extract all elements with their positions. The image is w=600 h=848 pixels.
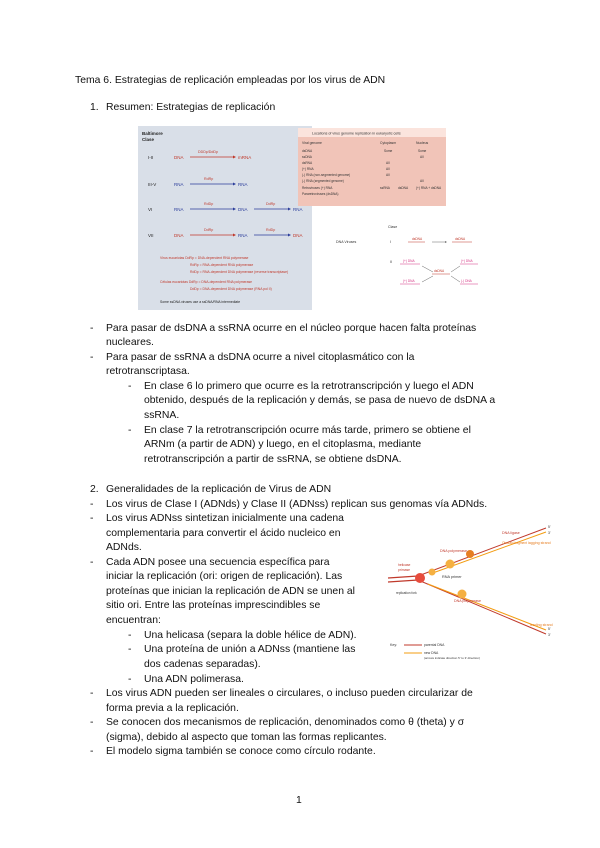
- section-1-number: 1.: [90, 102, 99, 113]
- table-row-1-b: Some: [384, 149, 393, 153]
- s1-bullet-2-line-2: retrotranscriptasa.: [106, 366, 190, 377]
- s1-bullet-1-marker: -: [90, 323, 94, 334]
- baltimore-header-1: Baltimore: [142, 131, 163, 136]
- s2-sub-1-marker: -: [128, 630, 132, 641]
- fig4-key-new-sub: (arrows indicate direction 5' to 3' direction): [424, 656, 481, 660]
- fig4-lagging: lagging strand: [528, 541, 551, 545]
- fig4-key-parental: parental DNA: [424, 643, 445, 647]
- s2-bullet-4-marker: -: [90, 688, 94, 699]
- s1-sub-2-line-3: retrotranscripción a partir de ssRNA, se obtiene dsDNA.: [144, 454, 402, 465]
- fig4-okazaki: Okazaki fragment: [502, 541, 527, 545]
- s2-bullet-5-line-2: (sigma), debido al aspecto que toman las formas replicantes.: [106, 732, 387, 743]
- table-row-3-a: dsRNA: [302, 161, 313, 165]
- s2-bullet-6-marker: -: [90, 746, 94, 757]
- document-title: Tema 6. Estrategias de replicación empleadas por los virus de ADN: [75, 75, 386, 86]
- fig4-3prime-b: 3': [548, 633, 551, 637]
- s2-bullet-4-line-2: forma previa a la replicación.: [106, 703, 239, 714]
- s2-bullet-5-marker: -: [90, 717, 94, 728]
- replication-fork-figure: [384, 522, 554, 664]
- row-from-4: DNA: [174, 233, 184, 238]
- table-col-1: Viral genome: [302, 141, 322, 145]
- node-1: dsDNA: [412, 237, 423, 241]
- s2-bullet-4-line-1: Los virus ADN pueden ser lineales o circulares, o incluso pueden circularizar de: [106, 688, 473, 699]
- table-col-2: Cytoplasm: [380, 141, 397, 145]
- table-row-7-c: dsDNA: [398, 186, 409, 190]
- s1-bullet-2-line-1: Para pasar de ssRNA a dsDNA ocurre a nivel citoplasmático con la: [106, 352, 415, 363]
- table-row-5-b: All: [386, 173, 390, 177]
- diagram-class-ii: II: [390, 260, 392, 264]
- node-5: (+) DNA: [461, 259, 473, 263]
- note-2: RdRp = RNA-dependent RNA polymerase: [190, 263, 254, 267]
- table-row-2-a: ssDNA: [302, 155, 312, 159]
- fig4-leading: leading strand: [530, 623, 553, 627]
- table-row-2-c: All: [420, 155, 424, 159]
- s2-sub-2-line-2: dos cadenas separadas).: [144, 659, 261, 670]
- note-3: RdDp = RNA-dependent DNA polymerase (reverse transcriptase): [190, 270, 289, 274]
- s2-bullet-2-line-1: Los virus ADNss sintetizan inicialmente una cadena: [106, 513, 344, 524]
- s2-sub-3-line-1: Una ADN polimerasa.: [144, 674, 244, 685]
- baltimore-diagram: [138, 126, 312, 310]
- fig4-5prime-a: 5': [548, 525, 551, 529]
- fig4-3prime-a: 3': [548, 531, 551, 535]
- fig4-primase: primase: [398, 568, 411, 572]
- row-to-4: RNA: [238, 233, 248, 238]
- table-row-7-a: Retroviruses (+) RNA: [302, 186, 333, 190]
- dna-virus-diagram-svg: [330, 222, 480, 302]
- row-to-2: RNA: [238, 182, 248, 187]
- baltimore-header-2: Clase: [142, 137, 155, 142]
- row-to2-4: DNA: [293, 233, 303, 238]
- table-row-6-a: (-) RNA (segmented genome): [302, 179, 344, 183]
- note-1: Virus eucariotas DdRp = DNA-dependent RNA polymerase: [160, 256, 249, 260]
- node-2: dsDNA: [455, 237, 466, 241]
- replication-location-table: [298, 128, 446, 206]
- node-3: (+) DNA: [403, 259, 415, 263]
- page-number: 1: [296, 795, 302, 806]
- s2-bullet-2-line-3: ADNds.: [106, 542, 142, 553]
- table-row-6-c: All: [420, 179, 424, 183]
- table-row-5-a: (-) RNA (non-segmented genome): [302, 173, 351, 177]
- s1-sub-1-line-2: obtenido, después de la replicación y demás, se pasa de nuevo de dsDNA a: [144, 395, 496, 406]
- note-4: Células eucariotas DdRp = DNA-dependent RNA polymerase: [160, 280, 253, 284]
- row-enzyme-4: DdRp: [204, 228, 214, 232]
- row-enzyme-2: RdRp: [204, 177, 214, 181]
- row-class-4: VII: [148, 233, 154, 238]
- section-1-heading: Resumen: Estrategias de replicación: [106, 102, 276, 113]
- table-row-7-b: ssRNA: [380, 186, 390, 190]
- node-7: (-) DNA: [461, 279, 472, 283]
- baltimore-figure: [138, 126, 312, 310]
- row-to-3: DNA: [238, 207, 248, 212]
- fig4-helicase: helicase: [398, 563, 411, 567]
- s2-bullet-3-marker: -: [90, 557, 94, 568]
- note-5: DdDp = DNA-dependent DNA polymerase (RNA pol II): [190, 287, 272, 291]
- s2-bullet-5-line-1: Se conocen dos mecanismos de replicación, denominados como θ (theta) y σ: [106, 717, 465, 728]
- fig4-rna-primer: RNA primer: [442, 575, 462, 579]
- s2-bullet-3-line-5: encuentran:: [106, 615, 161, 626]
- fig4-5prime-b: 5': [548, 627, 551, 631]
- fig4-dna-pol-top: DNA polymerase: [440, 549, 467, 553]
- s1-sub-1-line-3: ssRNA.: [144, 410, 180, 421]
- s2-bullet-2-marker: -: [90, 513, 94, 524]
- s2-bullet-6-line-1: El modelo sigma también se conoce como círculo rodante.: [106, 746, 376, 757]
- node-6: (+) DNA: [403, 279, 415, 283]
- section-2-number: 2.: [90, 484, 99, 495]
- fig4-key-title: Key:: [390, 643, 398, 647]
- row-class-2: III-V: [148, 182, 157, 187]
- table-title: Locations of virus genome replication in eukaryotic cells: [312, 131, 401, 136]
- table-col-3: Nucleus: [416, 141, 429, 145]
- row-from-2: RNA: [174, 182, 184, 187]
- table-row-3-b: All: [386, 161, 390, 165]
- row-from-1: DNA: [174, 155, 184, 160]
- diagram-class-i: I: [390, 240, 391, 244]
- s2-bullet-3-line-1: Cada ADN posee una secuencia específica para: [106, 557, 330, 568]
- s1-bullet-1-line-2: nucleares.: [106, 337, 154, 348]
- fig4-replication-fork: replication fork: [396, 591, 417, 595]
- table-extra: (+) RNA + dsDNA: [416, 186, 442, 190]
- row-enzyme2-3: DdRp: [266, 202, 276, 206]
- s1-sub-1-line-1: En clase 6 lo primero que ocurre es la retrotranscripción y luego el ADN: [144, 381, 474, 392]
- table-row-8-a: Pararetroviruses (dsDNA): [302, 192, 339, 196]
- s2-sub-3-marker: -: [128, 674, 132, 685]
- fig4-key-new: new DNA: [424, 651, 439, 655]
- row-class-3: VI: [148, 207, 153, 212]
- s1-sub-2-marker: -: [128, 425, 132, 436]
- row-from-3: RNA: [174, 207, 184, 212]
- s2-bullet-3-line-2: iniciar la replicación (ori: origen de replicación). Las: [106, 571, 343, 582]
- diagram-dna-viruses: DNA Viruses: [336, 240, 357, 244]
- dna-virus-class-diagram: [330, 222, 480, 302]
- row-to-1: mRNA: [238, 155, 252, 160]
- table-row-1-a: dsDNA: [302, 149, 313, 153]
- s1-sub-2-line-1: En clase 7 la retrotranscripción ocurre más tarde, primero se obtiene el: [144, 425, 471, 436]
- s2-bullet-3-line-3: proteínas que inician la replicación de ADN se unen al: [106, 586, 355, 597]
- table-row-4-a: (+) RNA: [302, 167, 314, 171]
- fig4-dna-pol-bottom: DNA polymerase: [454, 599, 481, 603]
- table-content: [298, 128, 446, 206]
- s2-bullet-2-line-2: complementaria para convertir el ácido nucleico en: [106, 528, 341, 539]
- row-class-1: I-II: [148, 155, 154, 160]
- node-4: dsDNA: [434, 269, 445, 273]
- note-6: Some ssDNA viruses use a ssDNA/RNA intermediate: [160, 300, 241, 304]
- s2-sub-2-line-1: Una proteína de unión a ADNss (mantiene las: [144, 644, 356, 655]
- section-2-heading: Generalidades de la replicación de Virus de ADN: [106, 484, 332, 495]
- s2-bullet-1-line-1: Los virus de Clase I (ADNds) y Clase II (ADNss) replican sus genomas vía ADNds.: [106, 499, 488, 510]
- row-enzyme2-4: RdDp: [266, 228, 276, 232]
- row-enzyme-1: DDDp/DdDp: [198, 150, 218, 154]
- s2-sub-2-marker: -: [128, 644, 132, 655]
- table-row-1-c: Some: [418, 149, 427, 153]
- s1-sub-2-line-2: ARNm (a partir de ADN) y luego, en el citoplasma, mediante: [144, 439, 422, 450]
- s1-bullet-2-marker: -: [90, 352, 94, 363]
- s2-sub-1-line-1: Una helicasa (separa la doble hélice de ADN).: [144, 630, 357, 641]
- fig4-dna-ligase: DNA ligase: [502, 531, 520, 535]
- row-to2-3: RNA: [293, 207, 303, 212]
- replication-fork-svg: [384, 522, 554, 664]
- diagram-class-label: Clase: [388, 225, 398, 229]
- s1-bullet-1-line-1: Para pasar de dsDNA a ssRNA ocurre en el núcleo porque hacen falta proteínas: [106, 323, 477, 334]
- s1-sub-1-marker: -: [128, 381, 132, 392]
- row-enzyme-3: RdDp: [204, 202, 214, 206]
- s2-bullet-1-marker: -: [90, 499, 94, 510]
- table-row-4-b: All: [386, 167, 390, 171]
- s2-bullet-3-line-4: sitio ori. Entre las proteínas imprescindibles se: [106, 600, 321, 611]
